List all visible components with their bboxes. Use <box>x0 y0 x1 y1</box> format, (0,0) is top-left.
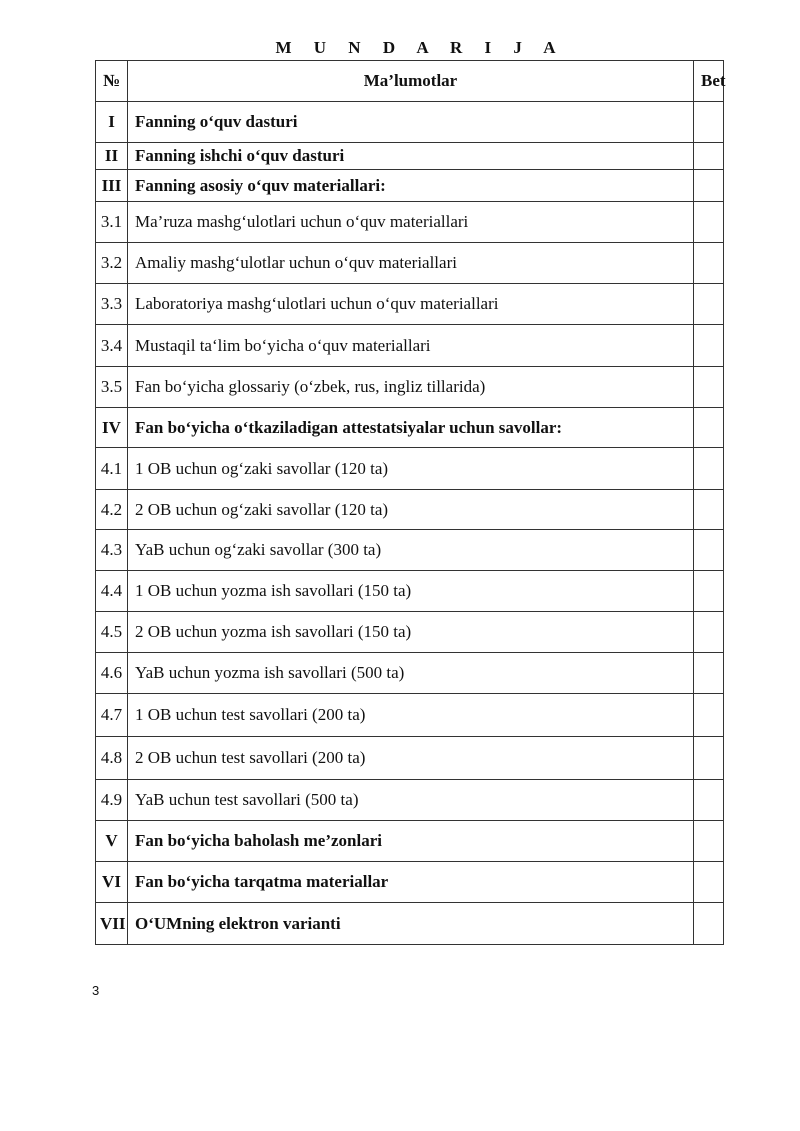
page-cell <box>694 408 724 448</box>
table-row <box>96 448 724 490</box>
section-number: 3.5 <box>96 367 128 408</box>
section-title: 1 OB uchun og‘zaki savollar (120 ta) <box>128 448 694 490</box>
section-title: Amaliy mashg‘ulotlar uchun o‘quv materiallari <box>128 243 694 284</box>
page-cell <box>694 325 724 367</box>
page-cell <box>694 780 724 821</box>
page-number: 3 <box>92 983 100 998</box>
section-number: 3.4 <box>96 325 128 367</box>
content-column-header: Ma’lumotlar <box>128 61 694 102</box>
section-number: 4.6 <box>96 653 128 694</box>
page-cell <box>694 737 724 780</box>
page-cell <box>694 490 724 530</box>
section-number: I <box>96 102 128 143</box>
page-cell <box>694 202 724 243</box>
section-title: O‘UMning elektron varianti <box>128 903 694 945</box>
table-row <box>96 612 724 653</box>
section-number: 4.9 <box>96 780 128 821</box>
table-row <box>96 408 724 448</box>
section-number: 4.5 <box>96 612 128 653</box>
page-cell <box>694 367 724 408</box>
section-title: 2 OB uchun og‘zaki savollar (120 ta) <box>128 490 694 530</box>
section-number: 4.8 <box>96 737 128 780</box>
section-title: YaB uchun test savollari (500 ta) <box>128 780 694 821</box>
table-row <box>96 862 724 903</box>
contents-table-body <box>96 102 724 945</box>
table-row <box>96 530 724 571</box>
table-row <box>96 737 724 780</box>
section-number: 3.3 <box>96 284 128 325</box>
section-title: Fanning ishchi o‘quv dasturi <box>128 143 694 170</box>
section-title: Fan bo‘yicha glossariy (o‘zbek, rus, ingliz tillarida) <box>128 367 694 408</box>
section-title: Fanning o‘quv dasturi <box>128 102 694 143</box>
section-title: 2 OB uchun yozma ish savollari (150 ta) <box>128 612 694 653</box>
section-number: V <box>96 821 128 862</box>
table-row <box>96 325 724 367</box>
section-title: Fan bo‘yicha o‘tkaziladigan attestatsiyalar uchun savollar: <box>128 408 694 448</box>
section-number: III <box>96 170 128 202</box>
section-number: II <box>96 143 128 170</box>
section-number: IV <box>96 408 128 448</box>
section-title: Fanning asosiy o‘quv materiallari: <box>128 170 694 202</box>
section-number: 3.2 <box>96 243 128 284</box>
table-row <box>96 367 724 408</box>
page-column-header: Bet <box>694 61 724 102</box>
section-number: 4.1 <box>96 448 128 490</box>
page-cell <box>694 530 724 571</box>
table-row <box>96 653 724 694</box>
table-row <box>96 694 724 737</box>
page-cell <box>694 448 724 490</box>
section-title: Ma’ruza mashg‘ulotlari uchun o‘quv materiallari <box>128 202 694 243</box>
page-cell <box>694 143 724 170</box>
page-cell <box>694 571 724 612</box>
section-number: VII <box>96 903 128 945</box>
section-number: 4.4 <box>96 571 128 612</box>
contents-table <box>95 60 724 945</box>
page-cell <box>694 170 724 202</box>
table-row <box>96 821 724 862</box>
table-row <box>96 243 724 284</box>
page-cell <box>694 102 724 143</box>
page-cell <box>694 284 724 325</box>
table-row <box>96 571 724 612</box>
section-title: Laboratoriya mashg‘ulotlari uchun o‘quv materiallari <box>128 284 694 325</box>
page-title: M U N D A R I J A <box>275 38 565 57</box>
section-title: Fan bo‘yicha tarqatma materiallar <box>128 862 694 903</box>
page-cell <box>694 903 724 945</box>
page-cell <box>694 612 724 653</box>
page-cell <box>694 243 724 284</box>
table-row <box>96 102 724 143</box>
table-row <box>96 780 724 821</box>
table-row <box>96 143 724 170</box>
page-cell <box>694 653 724 694</box>
number-column-header: № <box>96 61 128 102</box>
section-title: YaB uchun yozma ish savollari (500 ta) <box>128 653 694 694</box>
table-row <box>96 202 724 243</box>
section-number: 3.1 <box>96 202 128 243</box>
table-row <box>96 903 724 945</box>
section-title: YaB uchun og‘zaki savollar (300 ta) <box>128 530 694 571</box>
page-cell <box>694 862 724 903</box>
section-title: Mustaqil ta‘lim bo‘yicha o‘quv materiallari <box>128 325 694 367</box>
table-row <box>96 170 724 202</box>
section-number: 4.7 <box>96 694 128 737</box>
section-number: VI <box>96 862 128 903</box>
section-title: 1 OB uchun yozma ish savollari (150 ta) <box>128 571 694 612</box>
section-number: 4.3 <box>96 530 128 571</box>
header-row <box>96 61 724 102</box>
section-title: Fan bo‘yicha baholash me’zonlari <box>128 821 694 862</box>
page-cell <box>694 821 724 862</box>
section-title: 2 OB uchun test savollari (200 ta) <box>128 737 694 780</box>
table-row <box>96 284 724 325</box>
section-number: 4.2 <box>96 490 128 530</box>
page-cell <box>694 694 724 737</box>
section-title: 1 OB uchun test savollari (200 ta) <box>128 694 694 737</box>
table-row <box>96 490 724 530</box>
